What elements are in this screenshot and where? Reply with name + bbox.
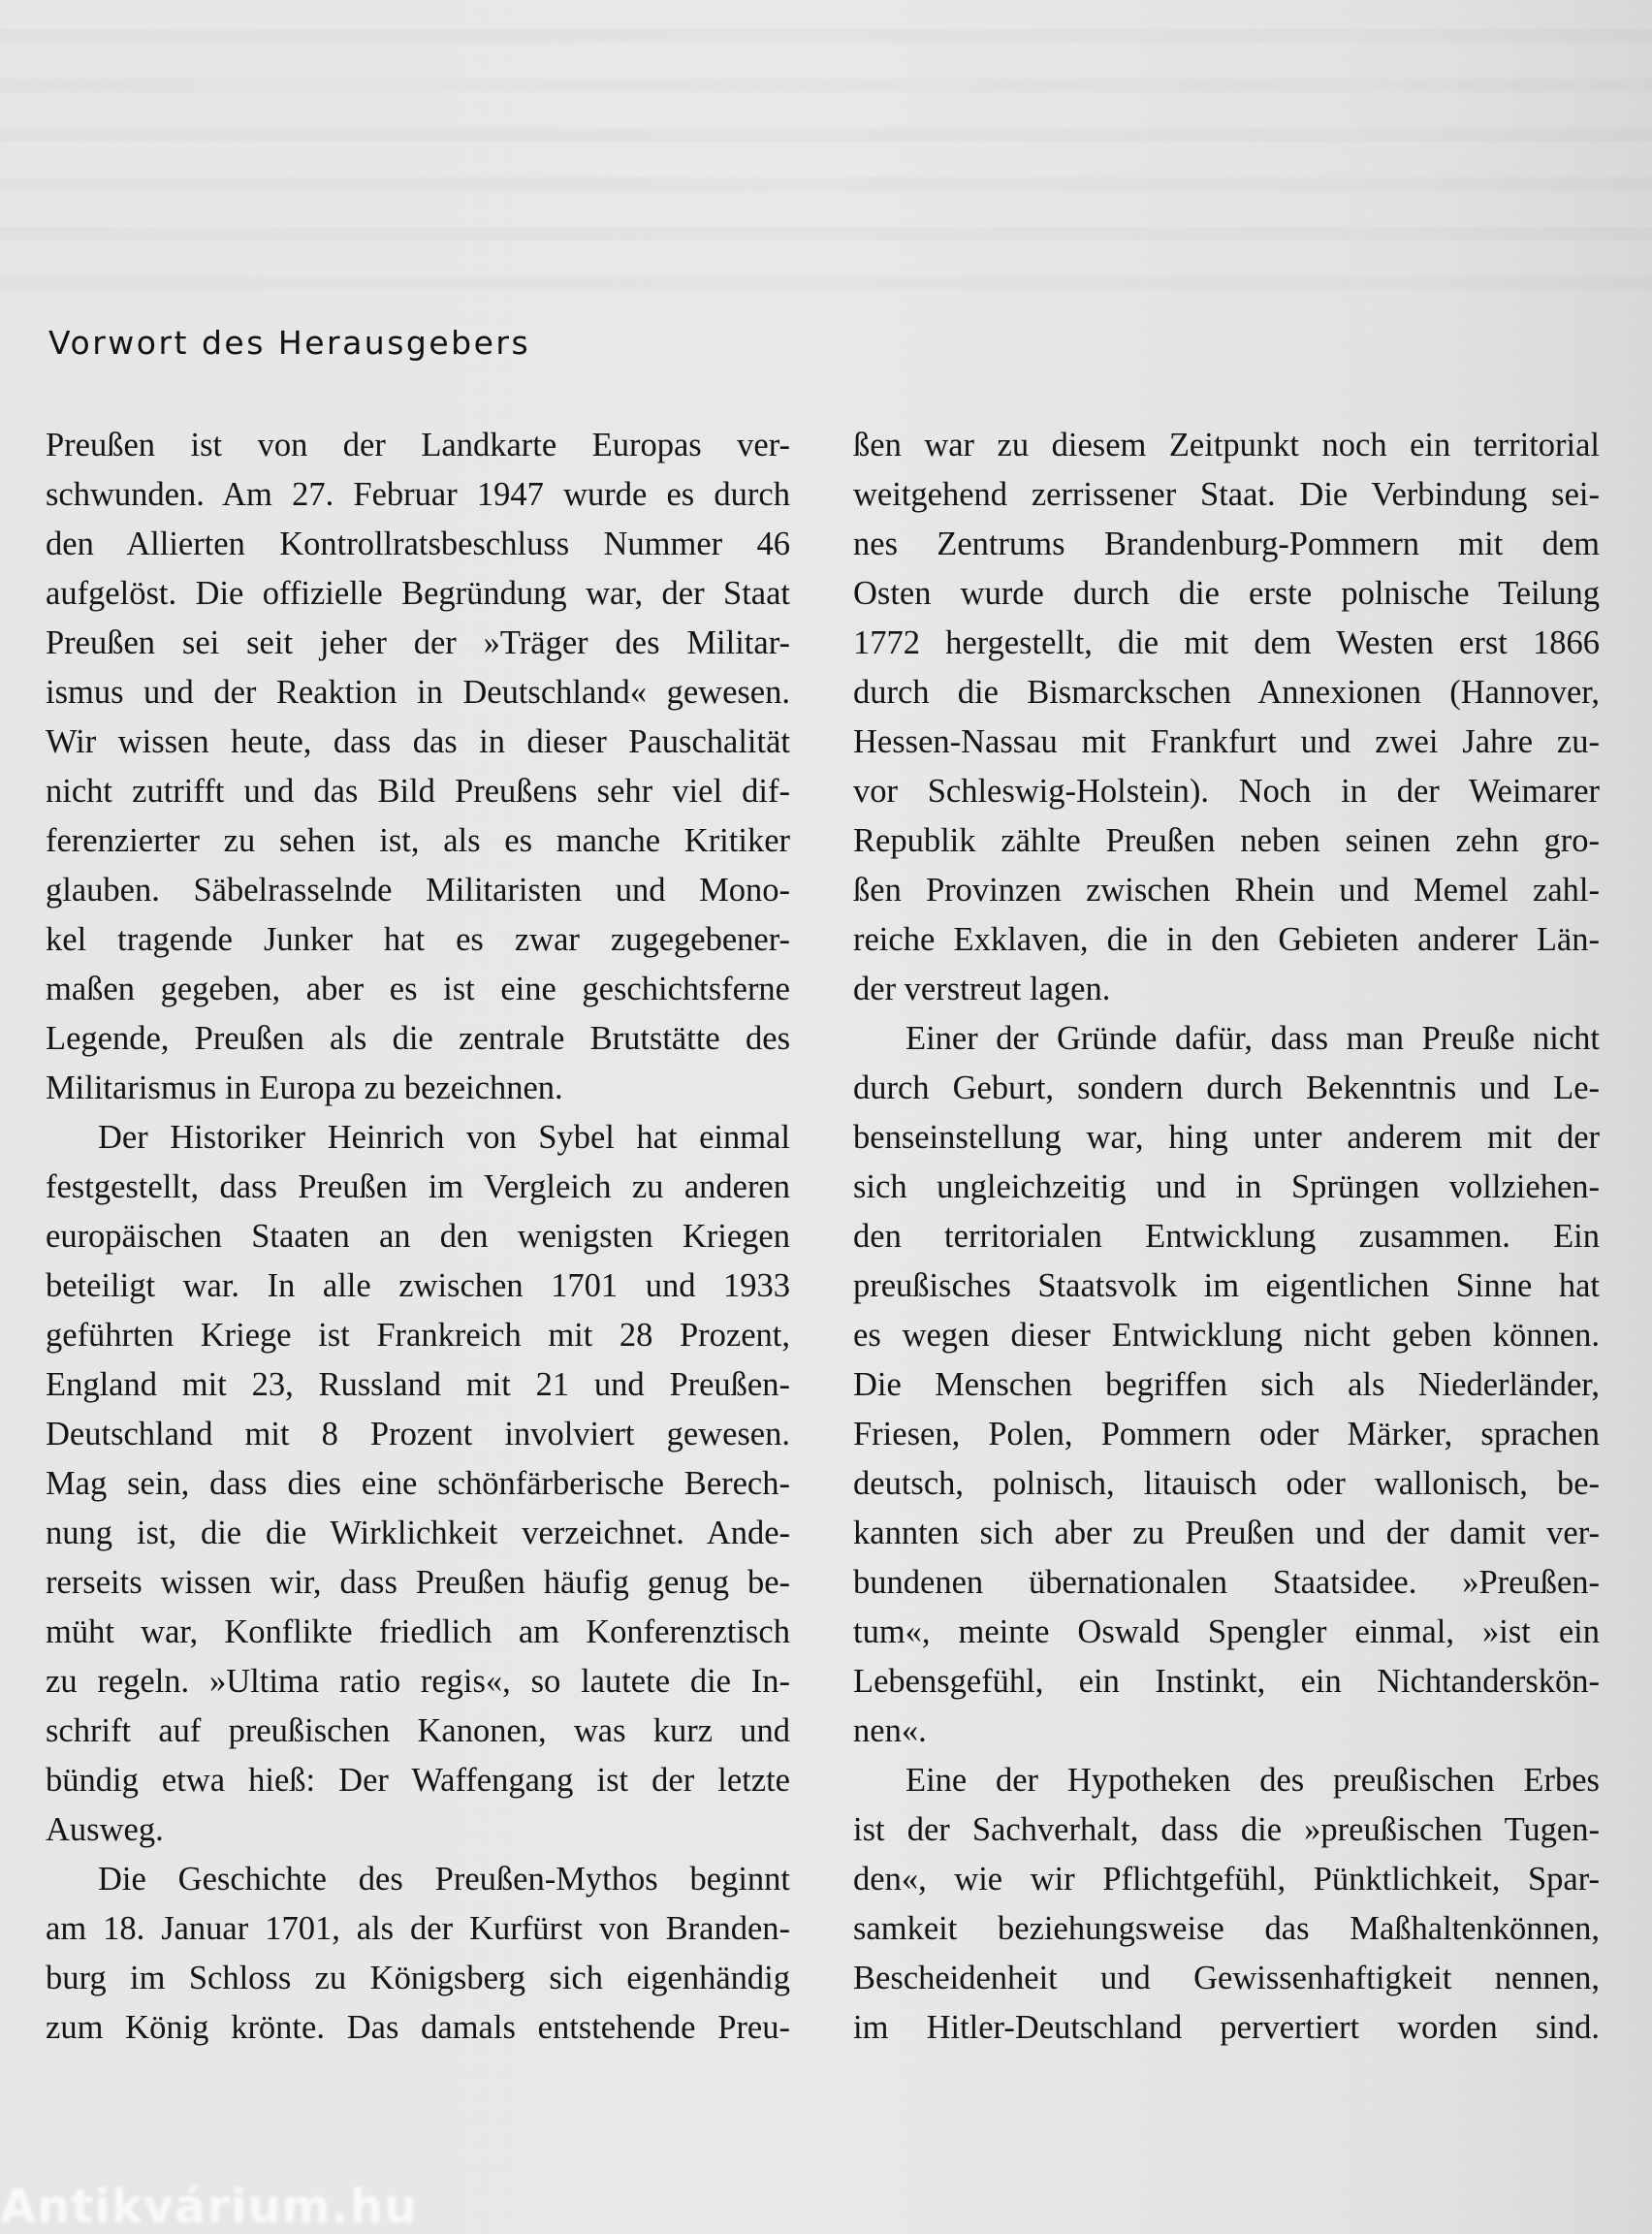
- text-line: beteiligt war. In alle zwischen 1701 und 1933: [46, 1267, 790, 1304]
- text-line: ist der Sachverhalt, dass die »preußischen Tugen-: [853, 1811, 1600, 1848]
- text-line: zu regeln. »Ultima ratio regis«, so lautete die In-: [46, 1663, 790, 1700]
- text-line: aufgelöst. Die offizielle Begründung war, der Staat: [46, 575, 790, 612]
- text-line: geführten Kriege ist Frankreich mit 28 Prozent,: [46, 1317, 790, 1354]
- text-line: deutsch, polnisch, litauisch oder wallonisch, be-: [853, 1465, 1600, 1502]
- text-line: es wegen dieser Entwicklung nicht geben können.: [853, 1317, 1600, 1354]
- text-line: Legende, Preußen als die zentrale Brutstätte des: [46, 1020, 790, 1057]
- text-line: Wir wissen heute, dass das in dieser Pauschalität: [46, 723, 790, 760]
- text-line: burg im Schloss zu Königsberg sich eigenhändig: [46, 1960, 790, 1996]
- text-line: vor Schleswig-Holstein). Noch in der Weimarer: [853, 773, 1600, 810]
- text-line: den«, wie wir Pflichtgefühl, Pünktlichkeit, Spar-: [853, 1861, 1600, 1898]
- text-line: den territorialen Entwicklung zusammen. Ein: [853, 1218, 1600, 1255]
- text-line: Mag sein, dass dies eine schönfärberische Berech-: [46, 1465, 790, 1502]
- text-line: Lebensgefühl, ein Instinkt, ein Nichtanderskön-: [853, 1663, 1600, 1700]
- text-line: rerseits wissen wir, dass Preußen häufig genug be-: [46, 1564, 790, 1601]
- text-line: europäischen Staaten an den wenigsten Kriegen: [46, 1218, 790, 1255]
- text-line: kel tragende Junker hat es zwar zugegebener-: [46, 921, 790, 958]
- text-line: ßen war zu diesem Zeitpunkt noch ein territorial: [853, 427, 1600, 463]
- text-line: den Allierten Kontrollratsbeschluss Nummer 46: [46, 526, 790, 562]
- text-line: Preußen sei seit jeher der »Träger des Militar-: [46, 624, 790, 661]
- text-line: der verstreut lagen.: [853, 971, 1111, 1007]
- text-line: nes Zentrums Brandenburg-Pommern mit dem: [853, 526, 1600, 562]
- text-line: schrift auf preußischen Kanonen, was kurz und: [46, 1712, 790, 1749]
- text-line: ßen Provinzen zwischen Rhein und Memel zahl-: [853, 872, 1600, 909]
- text-line: Preußen ist von der Landkarte Europas ver-: [46, 427, 790, 463]
- text-line: preußisches Staatsvolk im eigentlichen Sinne hat: [853, 1267, 1600, 1304]
- text-line: durch die Bismarckschen Annexionen (Hannover,: [853, 674, 1600, 711]
- text-line: Militarismus in Europa zu bezeichnen.: [46, 1069, 563, 1106]
- text-line: Osten wurde durch die erste polnische Teilung: [853, 575, 1600, 612]
- text-line: durch Geburt, sondern durch Bekenntnis und Le-: [853, 1069, 1600, 1106]
- text-line: nicht zutrifft und das Bild Preußens sehr viel dif-: [46, 773, 790, 810]
- text-line: Deutschland mit 8 Prozent involviert gewesen.: [46, 1416, 790, 1452]
- text-line: bündig etwa hieß: Der Waffengang ist der letzte: [46, 1762, 790, 1799]
- text-line: maßen gegeben, aber es ist eine geschichtsferne: [46, 971, 790, 1007]
- text-line: 1772 hergestellt, die mit dem Westen erst 1866: [853, 624, 1600, 661]
- text-line: festgestellt, dass Preußen im Vergleich zu anderen: [46, 1168, 790, 1205]
- text-line: Hessen-Nassau mit Frankfurt und zwei Jahre zu-: [853, 723, 1600, 760]
- watermark: Antikvárium.hu: [0, 2180, 419, 2234]
- text-line: Der Historiker Heinrich von Sybel hat einmal: [98, 1119, 790, 1156]
- text-line: benseinstellung war, hing unter anderem mit der: [853, 1119, 1600, 1156]
- text-line: Einer der Gründe dafür, dass man Preuße nicht: [905, 1020, 1600, 1057]
- text-line: Republik zählte Preußen neben seinen zehn gro-: [853, 822, 1600, 859]
- text-line: am 18. Januar 1701, als der Kurfürst von Branden-: [46, 1910, 790, 1947]
- text-line: glauben. Säbelrasselnde Militaristen und Mono-: [46, 872, 790, 909]
- right-text-column: [853, 421, 1600, 2053]
- text-line: Die Geschichte des Preußen-Mythos beginnt: [98, 1861, 790, 1898]
- text-line: sich ungleichzeitig und in Sprüngen vollziehen-: [853, 1168, 1600, 1205]
- text-line: im Hitler-Deutschland pervertiert worden sind.: [853, 2009, 1600, 2046]
- text-line: reiche Exklaven, die in den Gebieten anderer Län-: [853, 921, 1600, 958]
- text-line: samkeit beziehungsweise das Maßhaltenkönnen,: [853, 1910, 1600, 1947]
- text-line: Die Menschen begriffen sich als Niederländer,: [853, 1366, 1600, 1403]
- text-line: ferenzierter zu sehen ist, als es manche Kritiker: [46, 822, 790, 859]
- left-text-column: [46, 421, 790, 2053]
- text-line: müht war, Konflikte friedlich am Konferenztisch: [46, 1613, 790, 1650]
- text-line: Bescheidenheit und Gewissenhaftigkeit nennen,: [853, 1960, 1600, 1996]
- text-line: bundenen übernationalen Staatsidee. »Preußen-: [853, 1564, 1600, 1601]
- text-line: Friesen, Polen, Pommern oder Märker, sprachen: [853, 1416, 1600, 1452]
- text-line: tum«, meinte Oswald Spengler einmal, »ist ein: [853, 1613, 1600, 1650]
- text-line: schwunden. Am 27. Februar 1947 wurde es durch: [46, 476, 790, 513]
- show-through-text: [0, 0, 1652, 320]
- text-line: Ausweg.: [46, 1811, 164, 1848]
- text-line: weitgehend zerrissener Staat. Die Verbindung sei-: [853, 476, 1600, 513]
- text-line: England mit 23, Russland mit 21 und Preußen-: [46, 1366, 790, 1403]
- text-line: nen«.: [853, 1712, 927, 1749]
- text-line: nung ist, die die Wirklichkeit verzeichnet. Ande-: [46, 1515, 790, 1551]
- text-line: kannten sich aber zu Preußen und der damit ver-: [853, 1515, 1600, 1551]
- text-line: zum König krönte. Das damals entstehende Preu-: [46, 2009, 790, 2046]
- text-line: Eine der Hypotheken des preußischen Erbes: [905, 1762, 1600, 1799]
- page-heading: Vorwort des Herausgebers: [48, 324, 531, 362]
- text-line: ismus und der Reaktion in Deutschland« gewesen.: [46, 674, 790, 711]
